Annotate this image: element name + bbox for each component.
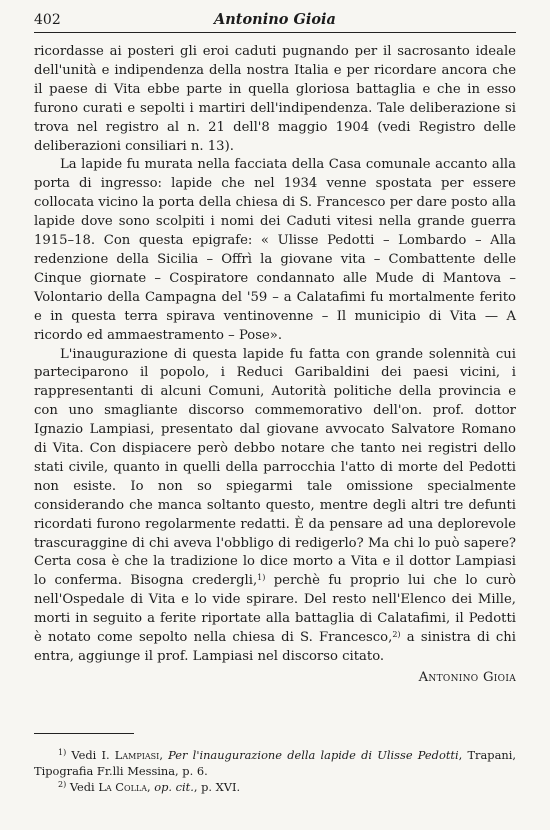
footnote-2: $^{2)}$ Vedi La Colla, op. cit., p. XVI. (58, 779, 241, 794)
footnote-2-title: op. cit. (154, 779, 194, 794)
footnote-2-prefix: Vedi (66, 779, 99, 794)
footnote-1-prefix: Vedi (66, 747, 102, 762)
paragraph-3 (34, 346, 516, 667)
page-header (34, 10, 516, 33)
footnote-2-rest: , p. XVI. (193, 779, 241, 794)
footnote-2-marker: 2) (58, 779, 67, 789)
body-text (34, 43, 516, 667)
footnote-1: $^{1)}$ Vedi I. Lampiasi, Per l'inaugurazione della lapide di Ulisse Pedotti, Trapani, Tipografia Fr.lli Messina, p. 6. (34, 747, 516, 778)
footnotes (34, 747, 516, 795)
paragraph-3-text-b: perchè fu proprio lui che lo curò nell'Ospedale di Vita e lo vide spirare. Del resto nell'Elenco dei Mille, morti in seguito a ferite riportate alla battaglia di Calatafimi, il Pedotti è notato come sepolto nella chiesa di S. Francesco, (34, 573, 516, 646)
footnote-1-title: Per l'inaugurazione della lapide di Ulisse Pedotti (168, 747, 459, 762)
paragraph-2: La lapide fu murata nella facciata della Casa comunale accanto alla porta di ingresso: lapide che nel 1934 venne spostata per essere collocata vicino la porta della chiesa di S. Francesco per dare posto alla lapide dove sono scolpiti i nomi dei Caduti vitesi nella grande guerra 1915–18. Con questa epigrafe: « Ulisse Pedotti – Lombardo – Alla redenzione della Sicilia – Offrì la giovane vita – Combattente delle Cinque giornate – Cospiratore condannato alle Mude di Mantova – Volontario della Campagna del '59 – a Calatafimi fu mortalmente ferito e in questa terra spirava ventinovenne – Il municipio di Vita — A ricordo ed ammaestramento – Pose». (34, 157, 516, 343)
paragraph-3-text-c: a sinistra di chi entra, aggiunge il prof. Lampiasi nel discorso citato. (34, 630, 516, 664)
footnote-ref-1[interactable]: 1) (257, 573, 266, 583)
footnote-1-marker: 1) (58, 747, 67, 757)
running-title: Antonino Gioia (214, 11, 336, 28)
paragraph-1: ricordasse ai posteri gli eroi caduti pugnando per il sacrosanto ideale dell'unità e indipendenza della nostra Italia e per ricordare ancora che il paese di Vita ebbe parte in quella gloriosa battaglia e che in esso furono curati e sepolti i martiri dell'indipendenza. Tale deliberazione si trova nel registro al n. 21 dell'8 maggio 1904 (vedi Registro delle deliberazioni consiliari n. 13). (34, 44, 516, 154)
paragraph-3-text-a: L'inaugurazione di questa lapide fu fatta con grande solennità cui parteciparono il popolo, i Reduci Garibaldini dei paesi vicini, i rappresentanti di alcuni Comuni, Autorità politiche della provincia e con uno smagliante discorso commemorativo dell'on. prof. dottor Ignazio Lampiasi, presentato dal giovane avvocato Salvatore Romano di Vita. Con dispiacere però debbo notare che tanto nei registri dello stati civile, quanto in quelli della parrocchia l'atto di morte del Pedotti non esiste. Io non so spiegarmi tale omissione specialmente considerando che manca soltanto questo, mentre degli altri tre defunti ricordati furono regolarmente redatti. È da pensare ad una deplorevole trascuraggine di chi aveva l'obbligo di redigerlo? Ma chi lo può sapere? Certa cosa è che la tradizione lo dice morto a Vita e il dottor Lampiasi lo conferma. Bisogna credergli, (34, 346, 516, 589)
author-signature: Antonino Gioia (418, 669, 516, 685)
footnote-2-author: La Colla (98, 779, 147, 794)
footnote-1-author: I. Lampiasi (101, 747, 160, 762)
page-number: 402 (34, 12, 61, 28)
book-page (34, 10, 516, 795)
footnote-1-rest: , Trapani, Tipografia Fr.lli Messina, p. 6. (34, 747, 516, 778)
footnote-divider (34, 733, 134, 734)
footnote-ref-2[interactable]: 2) (392, 630, 401, 640)
